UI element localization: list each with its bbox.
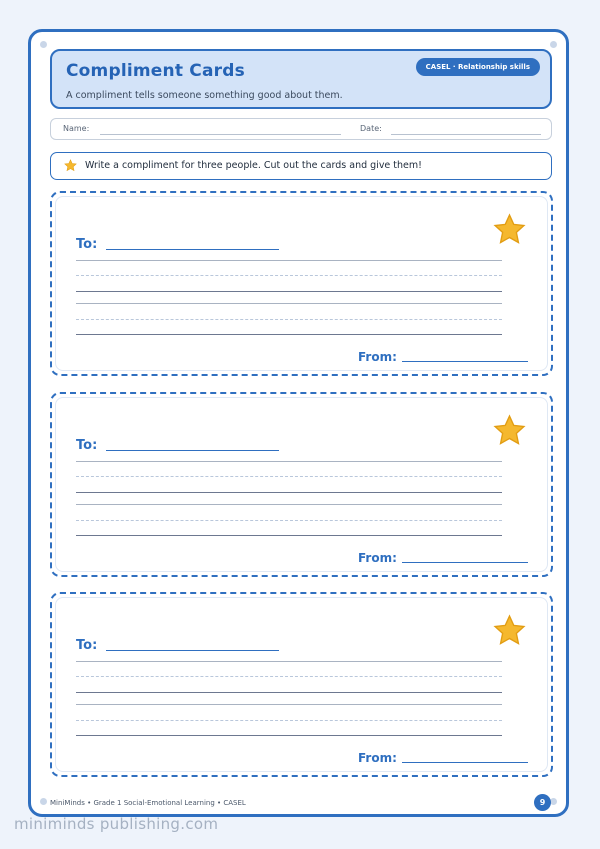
- compliment-card: [50, 592, 553, 777]
- from-label: From:: [358, 350, 397, 364]
- compliment-card: [50, 191, 553, 376]
- to-field[interactable]: [106, 650, 279, 651]
- name-label: Name:: [63, 124, 90, 133]
- from-field[interactable]: [402, 762, 528, 763]
- writing-line[interactable]: [76, 735, 502, 736]
- writing-midline: [76, 476, 502, 477]
- star-icon: [493, 213, 526, 246]
- page-number-badge: 9: [534, 794, 551, 811]
- footer-text: MiniMinds • Grade 1 Social-Emotional Learning • CASEL: [50, 799, 246, 807]
- instruction-box: [50, 152, 552, 180]
- writing-midline: [76, 720, 502, 721]
- header-banner: [50, 49, 552, 109]
- writing-line[interactable]: [76, 303, 502, 304]
- writing-midline: [76, 676, 502, 677]
- writing-line[interactable]: [76, 704, 502, 705]
- from-field[interactable]: [402, 562, 528, 563]
- instruction-text: Write a compliment for three people. Cut out the cards and give them!: [85, 160, 422, 171]
- card-inner-border: [55, 597, 548, 772]
- name-field[interactable]: [100, 134, 341, 135]
- writing-line[interactable]: [76, 504, 502, 505]
- writing-midline: [76, 275, 502, 276]
- writing-line[interactable]: [76, 492, 502, 493]
- writing-line[interactable]: [76, 291, 502, 292]
- writing-line[interactable]: [76, 535, 502, 536]
- writing-line[interactable]: [76, 334, 502, 335]
- name-date-bar: [50, 118, 552, 140]
- card-inner-border: [55, 397, 548, 572]
- page-subtitle: A compliment tells someone something good about them.: [66, 90, 343, 101]
- card-inner-border: [55, 196, 548, 371]
- from-label: From:: [358, 751, 397, 765]
- date-label: Date:: [360, 124, 382, 133]
- date-field[interactable]: [391, 134, 541, 135]
- star-icon: [493, 414, 526, 447]
- to-label: To:: [76, 237, 98, 252]
- to-field[interactable]: [106, 249, 279, 250]
- star-icon: [493, 614, 526, 647]
- compliment-card: [50, 392, 553, 577]
- writing-line[interactable]: [76, 661, 502, 662]
- to-label: To:: [76, 638, 98, 653]
- casel-badge: CASEL · Relationship skills: [416, 58, 540, 76]
- to-label: To:: [76, 438, 98, 453]
- worksheet-page: [28, 29, 569, 817]
- from-field[interactable]: [402, 361, 528, 362]
- to-field[interactable]: [106, 450, 279, 451]
- corner-dot: [40, 41, 47, 48]
- writing-line[interactable]: [76, 461, 502, 462]
- watermark: miniminds publishing.com: [14, 815, 219, 833]
- writing-midline: [76, 319, 502, 320]
- star-icon: [64, 159, 77, 172]
- writing-line[interactable]: [76, 692, 502, 693]
- corner-dot: [550, 798, 557, 805]
- corner-dot: [550, 41, 557, 48]
- writing-line[interactable]: [76, 260, 502, 261]
- writing-midline: [76, 520, 502, 521]
- corner-dot: [40, 798, 47, 805]
- from-label: From:: [358, 551, 397, 565]
- page-title: Compliment Cards: [66, 61, 245, 81]
